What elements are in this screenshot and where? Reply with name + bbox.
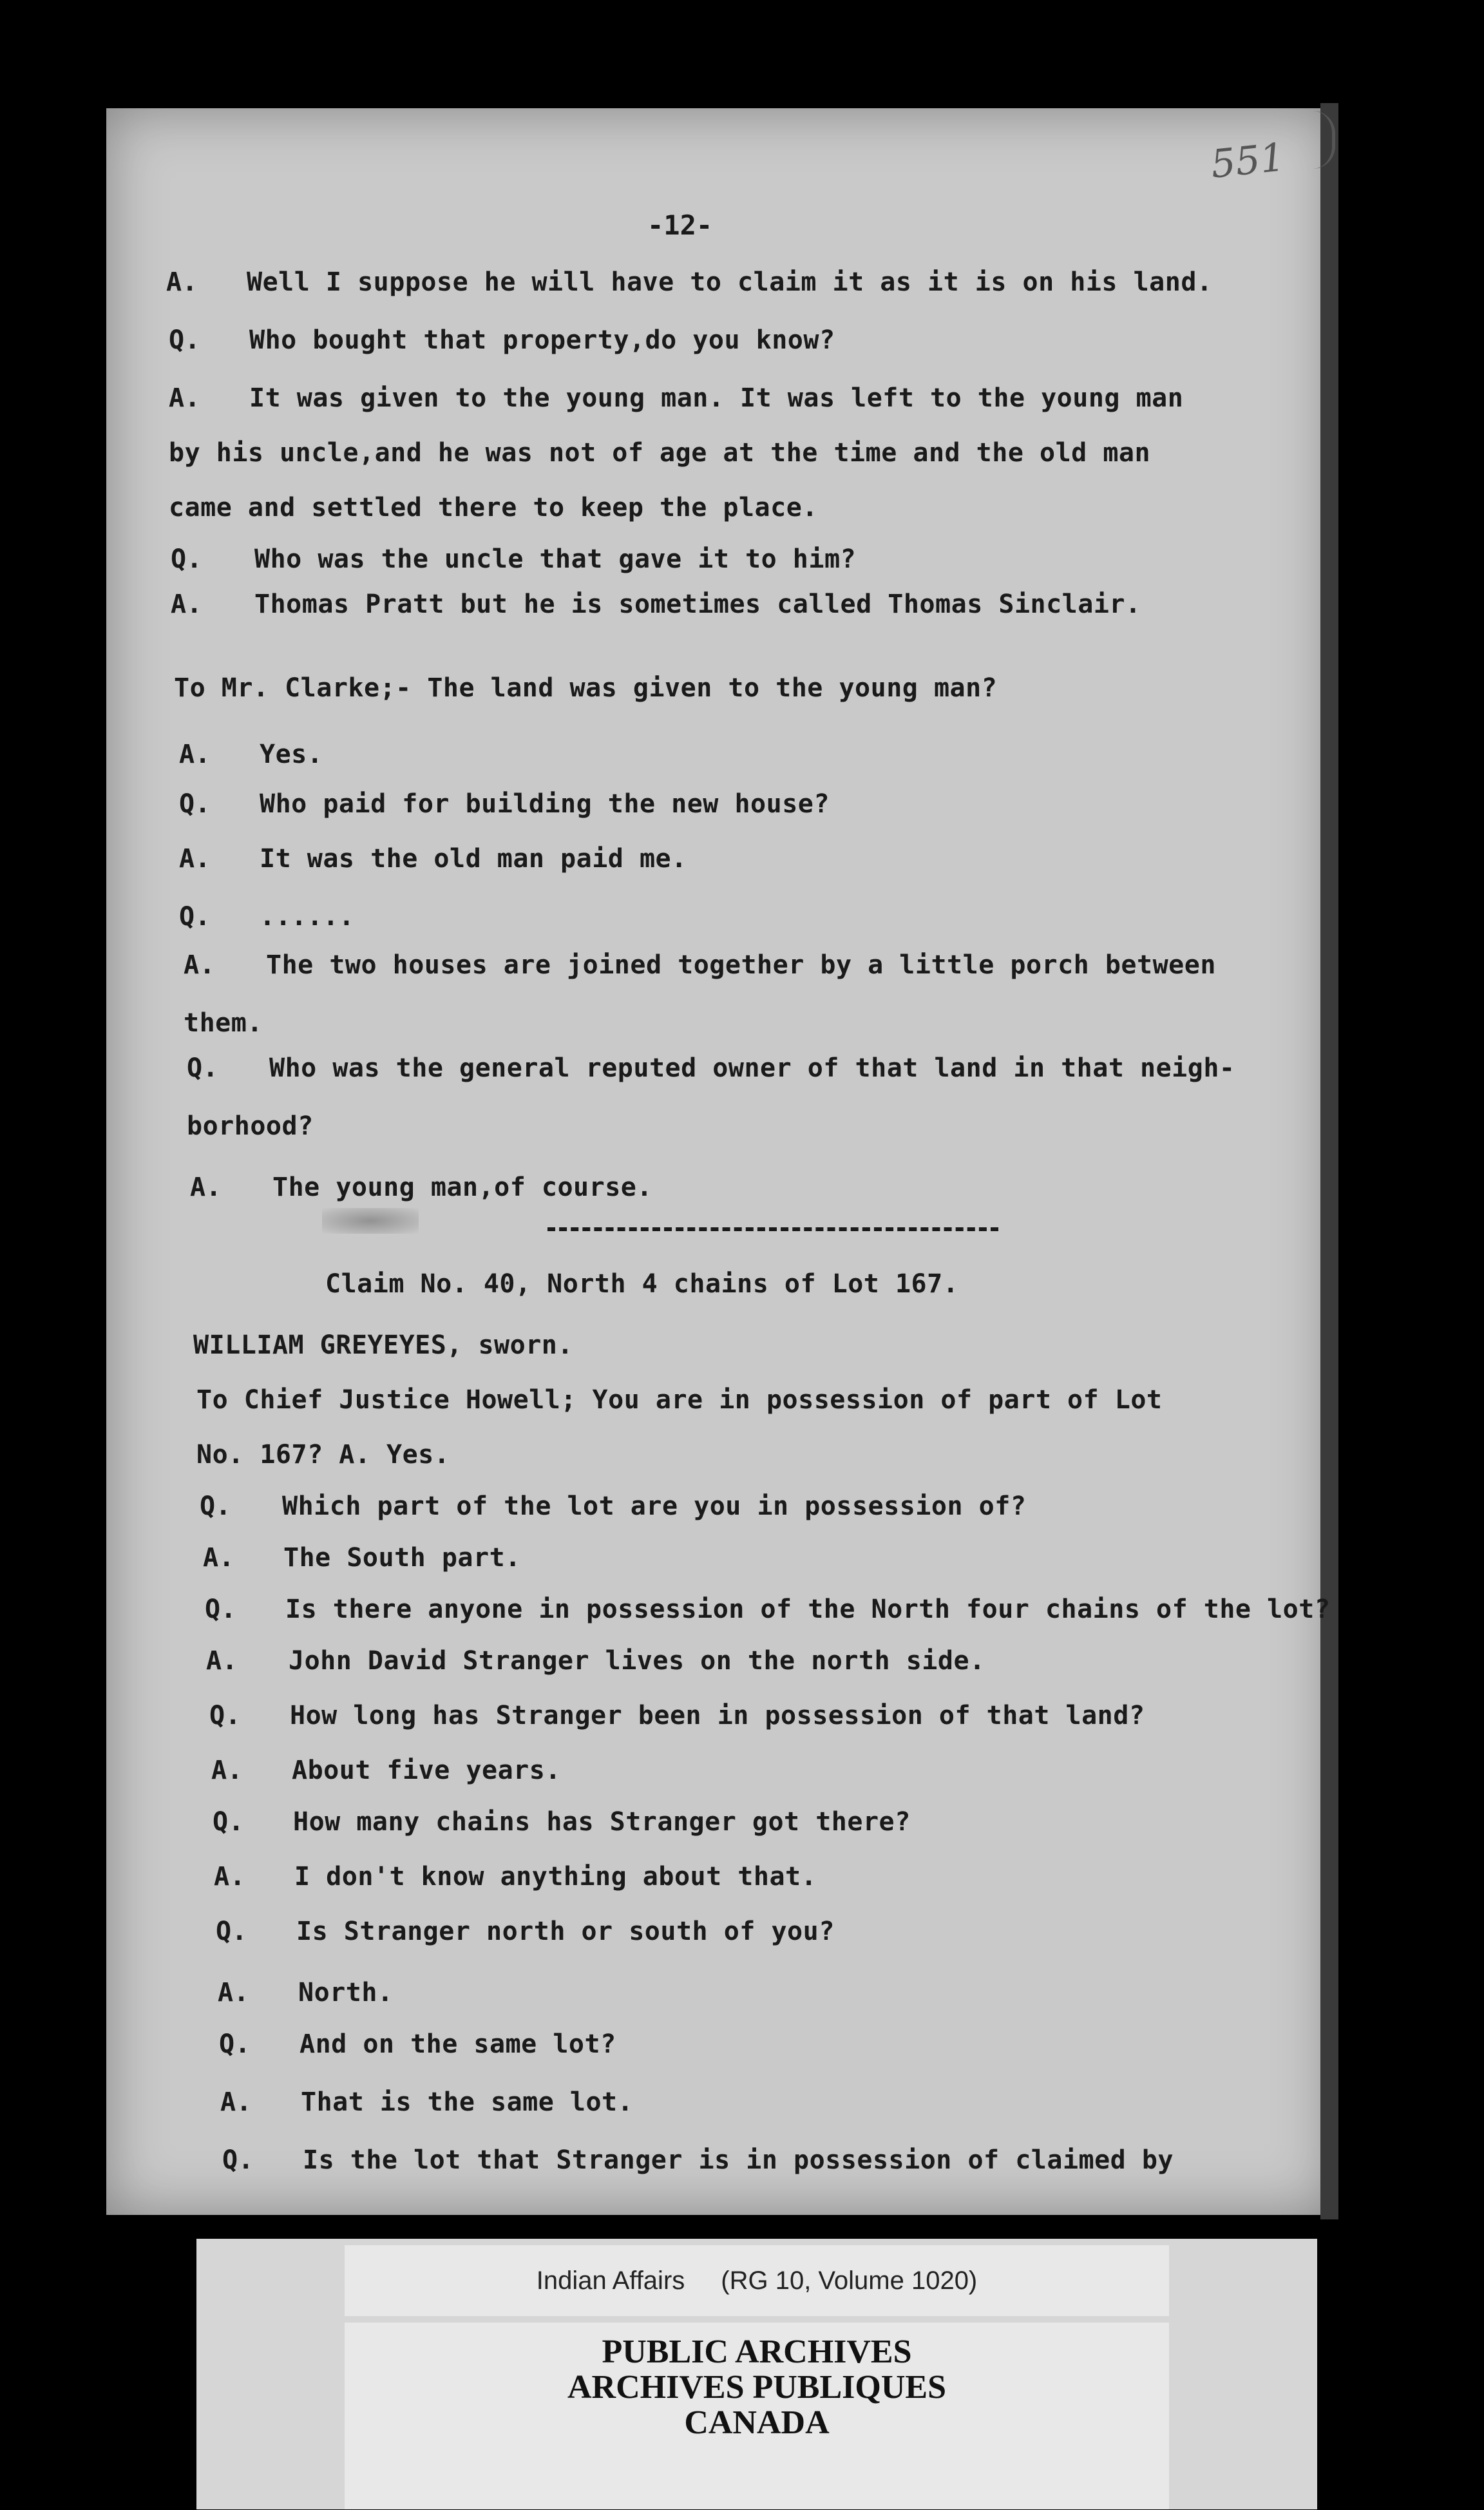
archive-reference-label — [345, 2245, 1169, 2316]
archive-stamp-line-2: ARCHIVES PUBLIQUES — [567, 2369, 947, 2406]
handwritten-page-annotation: 551 — [1208, 135, 1287, 187]
section-divider — [547, 1227, 998, 1231]
record-group-reference: (RG 10, Volume 1020) — [721, 2266, 978, 2295]
page-smudge — [322, 1208, 419, 1234]
archive-stamp-line-1: PUBLIC ARCHIVES — [602, 2333, 912, 2370]
document-page — [106, 108, 1333, 2215]
department-name: Indian Affairs — [536, 2266, 685, 2295]
page-edge — [1320, 103, 1338, 2219]
page-number: -12- — [647, 209, 713, 241]
archive-stamp-line-3: CANADA — [684, 2404, 830, 2441]
